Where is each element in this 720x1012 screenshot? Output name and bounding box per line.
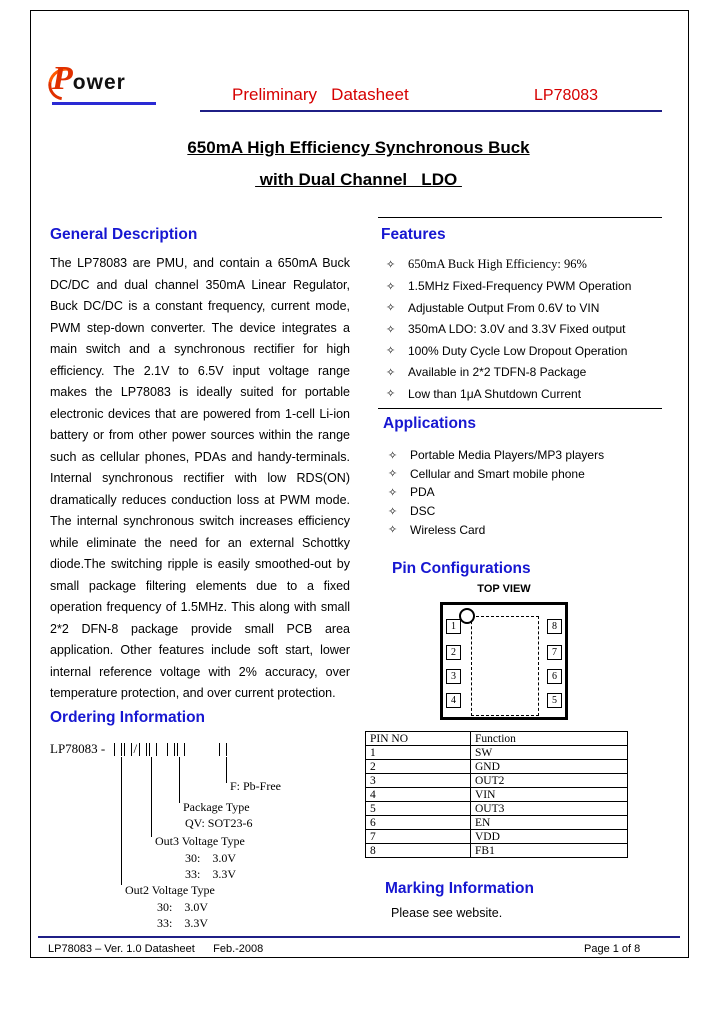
diamond-bullet-icon: ✧ xyxy=(386,345,396,358)
applications-list xyxy=(388,446,604,539)
diamond-bullet-icon: ✧ xyxy=(386,259,396,272)
header-rule xyxy=(200,110,662,112)
pin-square-3: 3 xyxy=(446,669,461,684)
table-row xyxy=(366,816,628,830)
function-cell: SW xyxy=(471,746,628,760)
table-header-row xyxy=(366,732,628,746)
diamond-bullet-icon: ✧ xyxy=(386,366,396,379)
ordering-separator: / xyxy=(133,741,138,756)
application-item xyxy=(388,483,604,502)
ordering-label-out3-30: 30: 3.0V xyxy=(185,851,236,865)
ordering-label-pbfree: F: Pb-Free xyxy=(230,779,281,793)
feature-text: 350mA LDO: 3.0V and 3.3V Fixed output xyxy=(408,322,626,337)
application-item xyxy=(388,520,604,539)
footer-page-number: Page 1 of 8 xyxy=(584,943,641,955)
ordering-label-out3-33: 33: 3.3V xyxy=(185,867,236,881)
general-description-body: The LP78083 are PMU, and contain a 650mA Buck DC/DC and dual channel 350mA Linear Regulator, Buck DC/DC is a constant frequency, current mode, PWM step-down converter. The device integrates a main switch and a synchronous rectifier for high efficiency. The 2.1V to 6.5V input voltage range makes the LP78083 is ideally suited for portable electronic devices that are powered from 1-cell Li-ion battery or from other power sources within the range such as cellular phones, PDAs and handy-terminals. Internal synchronous rectifier with low RDS(ON) dramatically reduces conduction loss at PWM mode. The internal synchronous switch increases efficiency while eliminate the need for an external Schottky diode.The switching ripple is easily smoothed-out by small package filtering elements due to a fixed operation frequency of 1.5MHz. This along with small 2*2 DFN-8 package provide small PCB area application. Other features include soft start, lower internal reference voltage with 2% accuracy, over temperature protection, and over current protection. xyxy=(50,256,350,700)
pin-no-cell: 2 xyxy=(366,760,471,774)
ordering-label-package-option: QV: SOT23-6 xyxy=(185,816,253,830)
diamond-bullet-icon: ✧ xyxy=(386,388,396,401)
diamond-bullet-icon: ✧ xyxy=(386,302,396,315)
footer-rule xyxy=(38,936,680,938)
feature-item xyxy=(386,362,631,384)
ordering-slot xyxy=(114,743,122,756)
application-item xyxy=(388,502,604,521)
feature-item xyxy=(386,383,631,405)
doc-title-line2: with Dual Channel LDO xyxy=(255,170,462,189)
feature-text: Adjustable Output From 0.6V to VIN xyxy=(408,300,600,315)
feature-item xyxy=(386,297,631,319)
diamond-bullet-icon: ✧ xyxy=(388,468,398,481)
table-row xyxy=(366,774,628,788)
ordering-slot xyxy=(167,743,175,756)
feature-text: 650mA Buck High Efficiency: 96% xyxy=(408,257,587,272)
ordering-connector-line xyxy=(151,757,152,837)
table-row xyxy=(366,844,628,858)
ordering-slot xyxy=(139,743,147,756)
logo-letter-p: P xyxy=(52,60,73,97)
package-pinout-diagram xyxy=(440,602,568,720)
function-cell: FB1 xyxy=(471,844,628,858)
footer-version-text: LP78083 – Ver. 1.0 Datasheet Feb.-2008 xyxy=(48,943,264,955)
feature-item xyxy=(386,340,631,362)
table-row xyxy=(366,830,628,844)
pin-no-cell: 5 xyxy=(366,802,471,816)
function-cell: EN xyxy=(471,816,628,830)
marking-information-heading: Marking Information xyxy=(385,880,534,897)
pin-square-7: 7 xyxy=(547,645,562,660)
features-divider-rule xyxy=(378,217,662,218)
function-header: Function xyxy=(471,732,628,746)
application-text: Wireless Card xyxy=(410,522,486,537)
applications-divider-rule xyxy=(378,408,662,409)
feature-text: Available in 2*2 TDFN-8 Package xyxy=(408,365,587,380)
pin-no-cell: 6 xyxy=(366,816,471,830)
table-row xyxy=(366,746,628,760)
ordering-connector-line xyxy=(121,757,122,885)
diamond-bullet-icon: ✧ xyxy=(388,449,398,462)
feature-text: 100% Duty Cycle Low Dropout Operation xyxy=(408,343,628,358)
ordering-slot xyxy=(219,743,227,756)
application-text: PDA xyxy=(410,485,435,500)
ordering-label-out2-type: Out2 Voltage Type xyxy=(125,883,215,897)
application-text: Portable Media Players/MP3 players xyxy=(410,448,605,463)
feature-text: Low than 1μA Shutdown Current xyxy=(408,386,582,401)
diamond-bullet-icon: ✧ xyxy=(388,486,398,499)
marking-note: Please see website. xyxy=(391,906,503,920)
pin-no-cell: 1 xyxy=(366,746,471,760)
table-row xyxy=(366,788,628,802)
application-text: Cellular and Smart mobile phone xyxy=(410,466,585,481)
pin-no-cell: 7 xyxy=(366,830,471,844)
ordering-label-out2-30: 30: 3.0V xyxy=(157,900,208,914)
feature-text: 1.5MHz Fixed-Frequency PWM Operation xyxy=(408,279,632,294)
doc-title-line1: 650mA High Efficiency Synchronous Buck xyxy=(187,138,530,157)
pin-square-2: 2 xyxy=(446,645,461,660)
diamond-bullet-icon: ✧ xyxy=(388,505,398,518)
function-cell: VDD xyxy=(471,830,628,844)
application-text: DSC xyxy=(410,504,436,519)
pin1-indicator-icon xyxy=(459,608,475,624)
ordering-part-number-row xyxy=(50,741,227,757)
diamond-bullet-icon: ✧ xyxy=(386,323,396,336)
ordering-slot xyxy=(177,743,185,756)
header-doc-type: Preliminary Datasheet xyxy=(232,85,409,104)
features-list xyxy=(386,254,631,405)
table-row xyxy=(366,802,628,816)
diamond-bullet-icon: ✧ xyxy=(388,524,398,537)
feature-item xyxy=(386,319,631,341)
pin-square-4: 4 xyxy=(446,693,461,708)
pin-square-8: 8 xyxy=(547,619,562,634)
exposed-pad-dashed-outline xyxy=(471,616,539,716)
ordering-slot xyxy=(124,743,132,756)
pin-square-6: 6 xyxy=(547,669,562,684)
general-description-heading: General Description xyxy=(50,226,198,243)
ordering-connector-line xyxy=(179,757,180,803)
ordering-connector-line xyxy=(226,757,227,783)
pin-square-1: 1 xyxy=(446,619,461,634)
pin-no-cell: 4 xyxy=(366,788,471,802)
pin-configurations-heading: Pin Configurations xyxy=(392,560,531,577)
diamond-bullet-icon: ✧ xyxy=(386,280,396,293)
applications-heading: Applications xyxy=(383,415,477,432)
features-heading: Features xyxy=(381,226,446,243)
function-cell: GND xyxy=(471,760,628,774)
pin-no-header: PIN NO xyxy=(366,732,471,746)
feature-item xyxy=(386,276,631,298)
feature-item xyxy=(386,254,631,276)
top-view-label: TOP VIEW xyxy=(477,583,531,595)
table-row xyxy=(366,760,628,774)
ordering-information-heading: Ordering Information xyxy=(50,709,205,726)
ordering-part-prefix: LP78083 - xyxy=(50,741,109,756)
ordering-label-out3-type: Out3 Voltage Type xyxy=(155,834,245,848)
function-cell: VIN xyxy=(471,788,628,802)
function-cell: OUT3 xyxy=(471,802,628,816)
function-cell: OUT2 xyxy=(471,774,628,788)
pin-no-cell: 8 xyxy=(366,844,471,858)
logo-text: ower xyxy=(72,71,126,94)
pin-no-cell: 3 xyxy=(366,774,471,788)
ordering-slot xyxy=(149,743,157,756)
company-logo xyxy=(52,60,156,105)
ordering-label-out2-33: 33: 3.3V xyxy=(157,916,208,930)
ordering-label-package-type: Package Type xyxy=(183,800,250,814)
pin-square-5: 5 xyxy=(547,693,562,708)
application-item xyxy=(388,465,604,484)
application-item xyxy=(388,446,604,465)
header-part-number: LP78083 xyxy=(534,87,599,104)
pin-function-table xyxy=(365,731,628,858)
